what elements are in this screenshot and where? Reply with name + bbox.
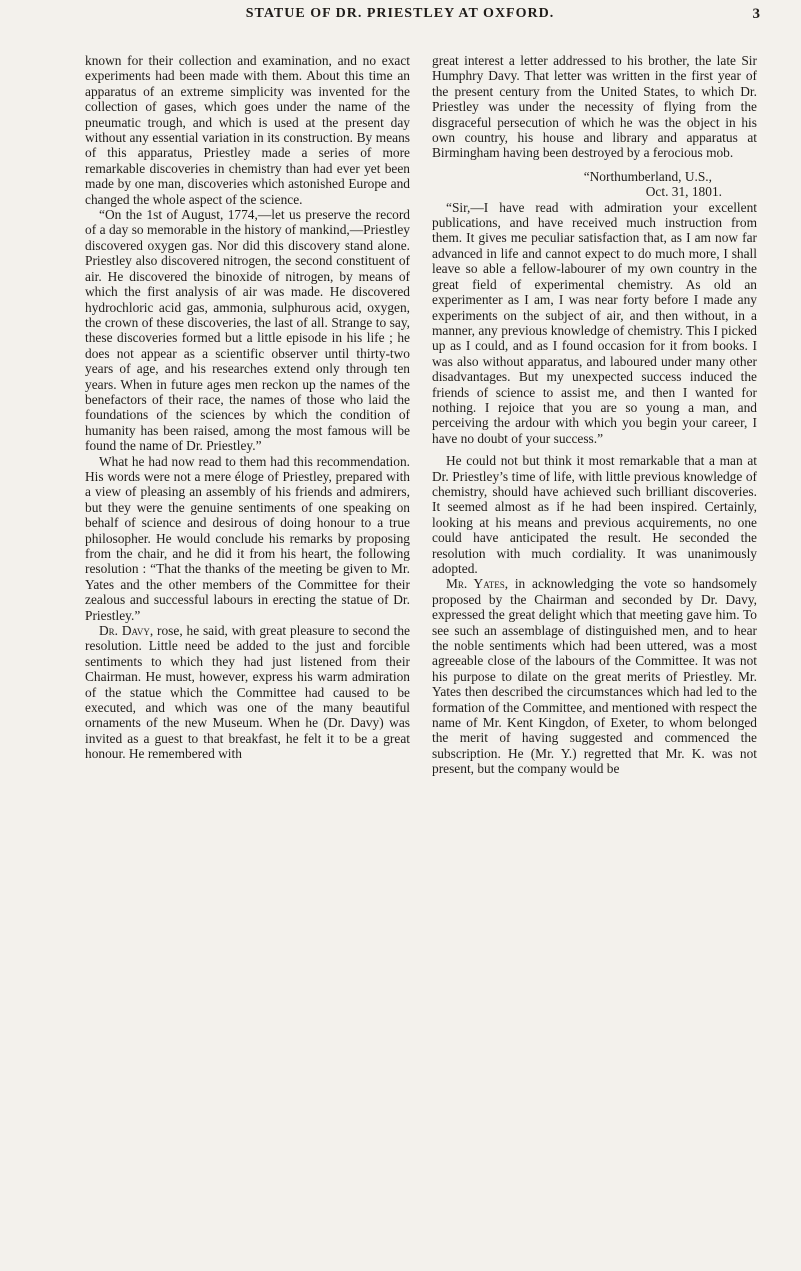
right-column: [432, 53, 757, 1263]
letter-body: “Sir,—I have read with admiration your excellent publications, and have received much instruction from them. It gives me peculiar satisfaction that, as I am now far advanced in life and cannot expect to do much more, I shall leave so able a fellow-labourer of my own country in the great field of experimental chemistry. As old an experimenter as I am, I was near forty before I made any experiments on the subject of air, and then without, in a manner, any previous knowledge of chemistry. This I picked up as I could, and as I found occasion for it from books. I was also without apparatus, and laboured under many other disadvantages. But my unexpected success induced the friends of science to assist me, and then I wanted for nothing. I rejoice that you are so young a man, and perceiving the ardour with which you begin your career, I have no doubt of your success.”: [432, 199, 757, 446]
letter-dateline-place: “Northumberland, U.S.,: [583, 168, 712, 184]
paragraph: What he had now read to them had this recommendation. His words were not a mere éloge of Priestley, prepared with a view of pleasing an assembly of his friends and admirers, but they were the genuine sentiments of one speaking on behalf of science and desirous of doing honour to a true philosopher. He would conclude his remarks by proposing from the chair, and he did it from his heart, the following resolution : “That the thanks of the meeting be given to Mr. Yates and the other members of the Committee for their zealous and successful labours in erecting the statue of Dr. Priestley.”: [85, 453, 410, 623]
paragraph-text: in acknowledging the vote so handsomely proposed by the Chairman and seconded by Dr. Davy, expressed the great delight which that meeting gave him. To see such an assemblage of distinguished men, and to hear the noble sentiments which had been uttered, was a most agreeable close of the labours of the Committee. It was not his purpose to dilate on the great merits of Priestley. Mr. Yates then described the circumstances which had led to the formation of the Committee, and mentioned with respect the name of Mr. Kent Kingdon, of Exeter, to whom belonged the merit of having suggested and commenced the subscription. He (Mr. Y.) regretted that Mr. K. was not present, but the company would be: [432, 576, 757, 777]
letter-dateline-date: Oct. 31, 1801.: [645, 184, 722, 200]
page-number: 3: [752, 6, 760, 22]
paragraph: [432, 576, 757, 776]
paragraph-text: rose, he said, with great pleasure to second the resolution. Little need be added to the just and forcible sentiments to which they had just listened from their Chairman. He must, however, express his warm admiration of the statue which the Committee had caused to be executed, and which was one of the many beautiful ornaments of the new Museum. When he (Dr. Davy) was invited as a guest to that breakfast, he felt it to be a great honour. He remembered with: [85, 623, 410, 762]
paragraph: great interest a letter addressed to his brother, the late Sir Humphry Davy. That letter was written in the first year of the present century from the United States, to which Dr. Priestley was under the necessity of flying from the disgraceful persecution of which he was the object in his own country, his house and library and apparatus at Birmingham having been destroyed by a ferocious mob.: [432, 53, 757, 161]
running-title: STATUE OF DR. PRIESTLEY AT OXFORD.: [245, 6, 555, 21]
paragraph: [85, 623, 410, 762]
paragraph: known for their collection and examination, and no exact experiments had been made with them. About this time an apparatus of an extreme simplicity was invented for the collection of gases, which goes under the name of the pneumatic trough, and which is used at the present day without any essential variation in its construction. By means of this apparatus, Priestley made a series of more remarkable discoveries in chemistry than had ever yet been made by one man, discoveries which astonished Europe and changed the whole aspect of the science.: [85, 53, 410, 207]
left-column: [85, 53, 410, 1263]
paragraph: “On the 1st of August, 1774,—let us preserve the record of a day so memorable in the history of mankind,—Priestley discovered oxygen gas. Nor did this discovery stand alone. Priestley also discovered nitrogen, the second constituent of air. He discovered the binoxide of nitrogen, by means of which the first analysis of air was made. He discovered hydrochloric acid gas, ammonia, sulphurous acid, oxygen, the crown of these discoveries, the last of all. Strange to say, these discoveries formed but a little episode in his life ; he does not appear as a scientific observer until thirty-two years of age, and his researches extend only through ten years. When in future ages men reckon up the names of the benefactors of their race, the names of those who laid the foundations of the sciences by which the condition of humanity has been raised, among the most famous will be found the name of Dr. Priestley.”: [85, 207, 410, 454]
paragraph: He could not but think it most remarkable that a man at Dr. Priestley’s time of life, with little previous knowledge of chemistry, should have achieved such brilliant discoveries. It seemed almost as if he had been inspired. Certainly, looking at his means and previous acquirements, no one could have anticipated the result. He seconded the resolution with much cordiality. It was unanimously adopted.: [432, 453, 757, 576]
speaker-name: Mr. Yates,: [446, 576, 509, 592]
speaker-name: Dr. Davy,: [99, 623, 154, 639]
page-header: [40, 6, 760, 28]
